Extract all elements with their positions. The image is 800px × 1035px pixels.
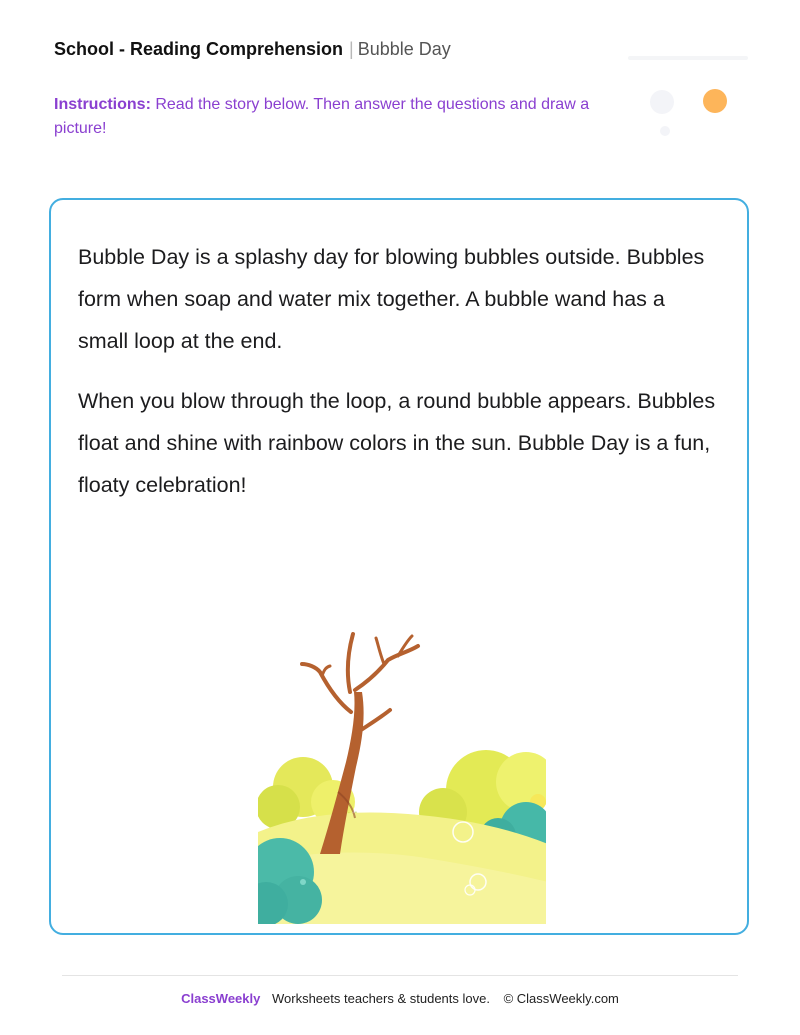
footer-copyright: © ClassWeekly.com	[503, 991, 619, 1006]
decorative-dot-small	[660, 126, 670, 136]
story-paragraph-2: When you blow through the loop, a round bubble appears. Bubbles float and shine with rainbow colors in the sun. Bubble Day is a fun, floaty celebration!	[78, 389, 716, 497]
story-box	[49, 198, 749, 935]
bubble-day-illustration	[258, 632, 548, 924]
page-footer	[0, 990, 800, 1008]
footer-divider	[62, 975, 738, 976]
story-text	[78, 236, 718, 524]
instructions	[54, 93, 614, 141]
instructions-label: Instructions:	[54, 96, 151, 113]
decorative-dot	[650, 90, 674, 114]
footer-brand: ClassWeekly	[181, 991, 261, 1006]
instructions-text: Read the story below. Then answer the questions and draw a picture!	[54, 96, 590, 137]
decorative-orange-dot	[703, 89, 727, 113]
worksheet-topic: Bubble Day	[357, 39, 451, 59]
story-paragraph-1: Bubble Day is a splashy day for blowing bubbles outside. Bubbles form when soap and water mix together. A bubble wand has a small loop at the end.	[78, 245, 705, 353]
worksheet-subject: School - Reading Comprehension	[54, 39, 344, 59]
page-header	[54, 38, 451, 60]
header-separator: |	[349, 39, 354, 59]
decorative-line	[628, 56, 748, 60]
footer-tagline: Worksheets teachers & students love.	[271, 991, 490, 1006]
meadow-scene	[258, 750, 548, 924]
